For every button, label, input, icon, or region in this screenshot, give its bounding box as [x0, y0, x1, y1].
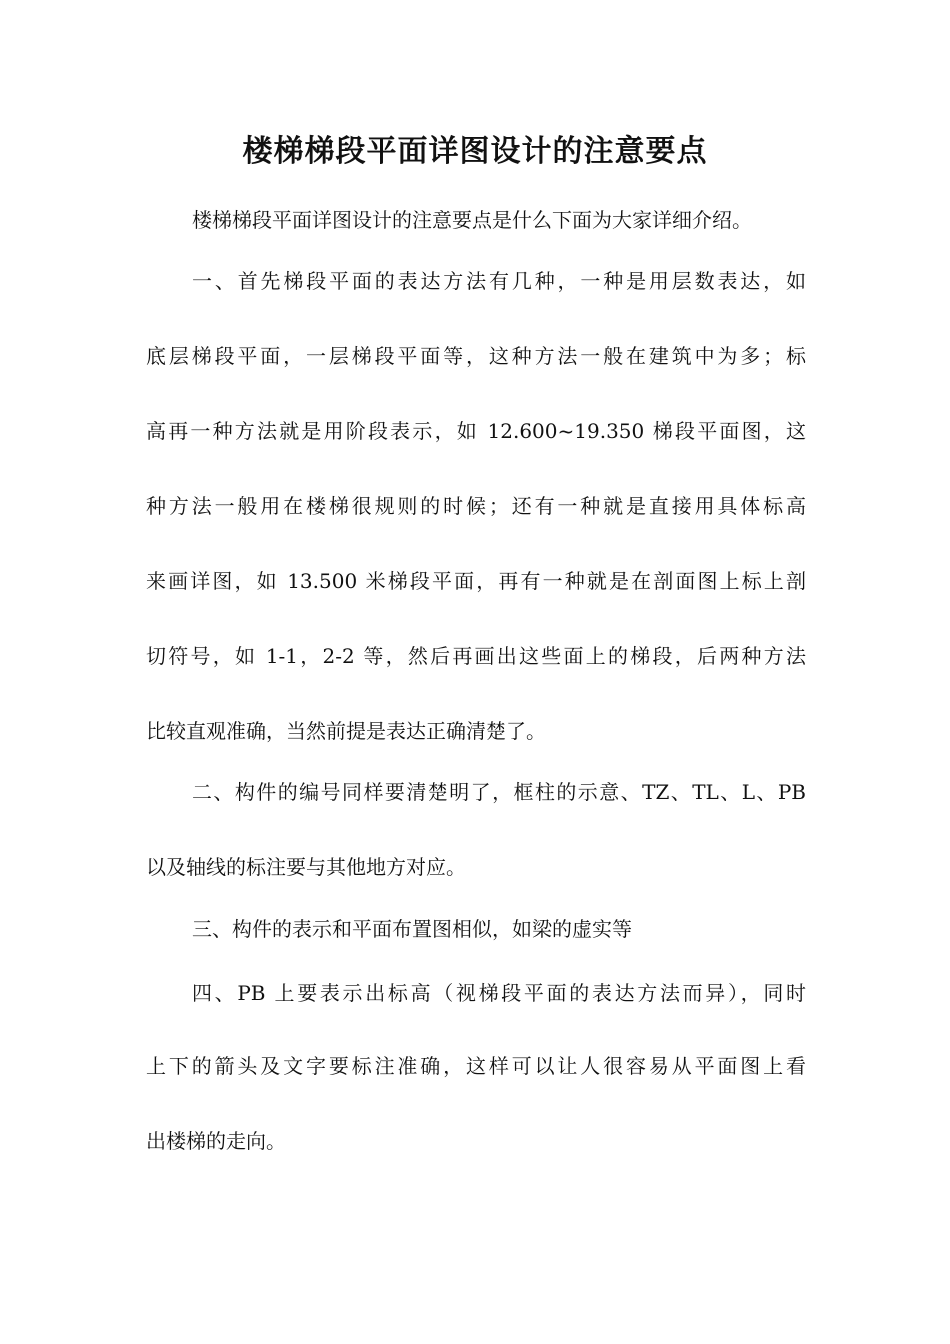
paragraph-2-line-2: 以及轴线的标注要与其他地方对应。: [146, 855, 466, 879]
paragraph-4-line-1: 四、PB 上要表示出标高（视梯段平面的表达方法而异），同时: [192, 981, 806, 1005]
paragraph-1-line-7: 比较直观准确，当然前提是表达正确清楚了。: [146, 719, 546, 743]
page-title: 楼梯梯段平面详图设计的注意要点: [242, 134, 708, 169]
paragraph-1-line-1: 一、首先梯段平面的表达方法有几种，一种是用层数表达，如: [192, 269, 806, 293]
paragraph-1-line-6: 切符号，如 1-1，2-2 等，然后再画出这些面上的梯段，后两种方法: [146, 644, 806, 668]
paragraph-4-line-3: 出楼梯的走向。: [146, 1129, 286, 1153]
paragraph-2-line-1: 二、构件的编号同样要清楚明了，框柱的示意、TZ、TL、L、PB: [192, 780, 806, 804]
paragraph-1-line-5: 来画详图，如 13.500 米梯段平面，再有一种就是在剖面图上标上剖: [146, 569, 806, 593]
paragraph-1-line-2: 底层梯段平面，一层梯段平面等，这种方法一般在建筑中为多；标: [146, 344, 806, 368]
paragraph-1-line-3: 高再一种方法就是用阶段表示，如 12.600~19.350 梯段平面图，这: [146, 419, 806, 443]
paragraph-4-line-2: 上下的箭头及文字要标注准确，这样可以让人很容易从平面图上看: [146, 1054, 806, 1078]
paragraph-3-line-1: 三、构件的表示和平面布置图相似，如梁的虚实等: [192, 917, 632, 941]
paragraph-1-line-4: 种方法一般用在楼梯很规则的时候；还有一种就是直接用具体标高: [146, 494, 806, 518]
paragraph-intro-line-1: 楼梯梯段平面详图设计的注意要点是什么下面为大家详细介绍。: [192, 208, 752, 232]
